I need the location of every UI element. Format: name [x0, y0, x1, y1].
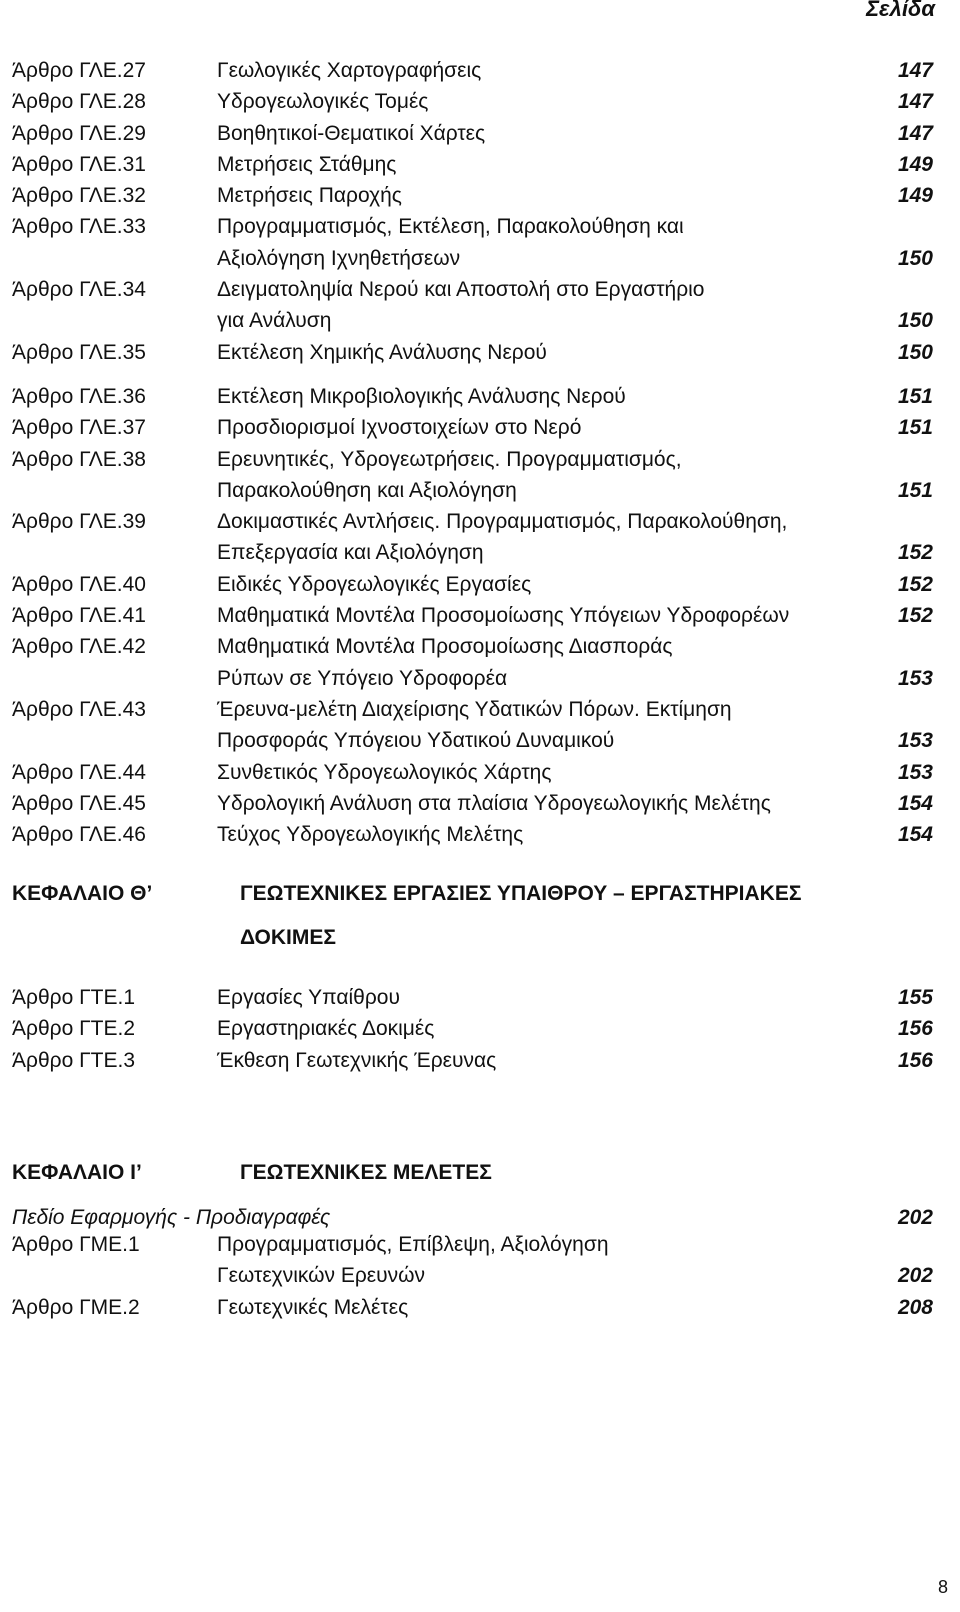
toc-row: [0, 663, 960, 694]
entry-title: Υδρογεωλογικές Τομές: [217, 90, 429, 114]
toc-group-1: [0, 55, 960, 368]
toc-row: [0, 180, 960, 211]
page-number: 8: [937, 1577, 948, 1597]
toc-row: [0, 631, 960, 662]
toc-row: [0, 412, 960, 443]
toc-row: [0, 305, 960, 336]
toc-row: [0, 118, 960, 149]
page-ref: 202: [897, 1264, 933, 1288]
entry-title: Έρευνα-μελέτη Διαχείρισης Υδατικών Πόρων. Εκτίμηση: [217, 697, 732, 721]
toc-row: [0, 757, 960, 788]
entry-title: Εκτέλεση Χημικής Ανάλυσης Νερού: [217, 340, 547, 364]
page-ref: 151: [897, 478, 933, 502]
article-label: Άρθρο ΓΛΕ.42: [12, 635, 146, 659]
toc-row: [0, 211, 960, 242]
page-ref: 156: [897, 1048, 933, 1072]
entry-title: Γεωτεχνικών Ερευνών: [217, 1264, 426, 1288]
page-ref: 149: [897, 152, 933, 176]
article-label: Άρθρο ΓΛΕ.29: [12, 121, 146, 145]
page-ref: 153: [897, 729, 933, 753]
page-column-header: Σελίδα: [866, 0, 935, 21]
toc-row: [0, 475, 960, 506]
toc-row: [0, 1292, 960, 1323]
page-ref: 154: [897, 791, 933, 815]
article-label: Άρθρο ΓΤΕ.2: [12, 1017, 136, 1041]
toc-group-2: [0, 381, 960, 850]
article-label: Άρθρο ΓΛΕ.45: [12, 791, 146, 815]
toc-row: [0, 506, 960, 537]
toc-group-4: [0, 1229, 960, 1323]
page-ref: 147: [897, 59, 933, 82]
toc-row: [0, 1013, 960, 1044]
scope-label: Πεδίο Εφαρμογής - Προδιαγραφές: [12, 1206, 331, 1229]
toc-row: [0, 819, 960, 850]
toc-row: [0, 982, 960, 1013]
toc-row: [0, 149, 960, 180]
entry-title: Προγραμματισμός, Επίβλεψη, Αξιολόγηση: [217, 1233, 609, 1256]
page-ref: 153: [897, 760, 933, 784]
toc-row: [0, 694, 960, 725]
page-ref: 147: [897, 90, 933, 114]
article-label: Άρθρο ΓΛΕ.36: [12, 385, 146, 408]
entry-title: Βοηθητικοί-Θεματικοί Χάρτες: [217, 121, 486, 145]
page-ref: 153: [897, 666, 933, 690]
toc-row: [0, 1045, 960, 1076]
toc-row: [0, 444, 960, 475]
page-ref: 150: [897, 246, 933, 270]
toc-row: [0, 243, 960, 274]
article-label: Άρθρο ΓΤΕ.3: [12, 1048, 136, 1072]
article-label: Άρθρο ΓΛΕ.33: [12, 215, 146, 239]
toc-row: [0, 1260, 960, 1291]
entry-title: Γεωτεχνικές Μελέτες: [217, 1295, 409, 1319]
entry-title: για Ανάλυση: [217, 309, 332, 333]
article-label: Άρθρο ΓΛΕ.37: [12, 416, 146, 440]
page-ref: 151: [897, 416, 933, 440]
page-ref: 202: [897, 1206, 933, 1229]
page-ref: 152: [897, 541, 933, 565]
entry-title: Δειγματοληψία Νερού και Αποστολή στο Εργαστήριο: [217, 278, 705, 302]
entry-title: Ειδικές Υδρογεωλογικές Εργασίες: [217, 572, 532, 596]
toc-row: [0, 381, 960, 412]
chapter-title-line1: ΓΕΩΤΕΧΝΙΚΕΣ ΕΡΓΑΣΙΕΣ ΥΠΑΙΘΡΟΥ – ΕΡΓΑΣΤΗΡΙΑΚΕΣ: [240, 882, 802, 905]
article-label: Άρθρο ΓΛΕ.41: [12, 604, 146, 628]
chapter-code: ΚΕΦΑΛΑΙΟ Θ’: [12, 882, 153, 905]
toc-row: [0, 1229, 960, 1260]
article-label: Άρθρο ΓΛΕ.27: [12, 59, 146, 82]
article-label: Άρθρο ΓΛΕ.32: [12, 184, 146, 208]
article-label: Άρθρο ΓΜΕ.2: [12, 1295, 140, 1319]
entry-title: Ερευνητικές, Υδρογεωτρήσεις. Προγραμματισμός,: [217, 447, 682, 471]
article-label: Άρθρο ΓΛΕ.28: [12, 90, 146, 114]
entry-title: Προσφοράς Υπόγειου Υδατικού Δυναμικού: [217, 729, 615, 753]
article-label: Άρθρο ΓΛΕ.39: [12, 510, 146, 534]
toc-row: [0, 55, 960, 86]
toc-row: [0, 569, 960, 600]
article-label: Άρθρο ΓΜΕ.1: [12, 1233, 140, 1256]
entry-title: Προσδιορισμοί Ιχνοστοιχείων στο Νερό: [217, 416, 582, 440]
toc-row: [0, 337, 960, 368]
entry-title: Εκτέλεση Μικροβιολογικής Ανάλυσης Νερού: [217, 385, 626, 408]
entry-title: Δοκιμαστικές Αντλήσεις. Προγραμματισμός, Παρακολούθηση,: [217, 510, 788, 534]
entry-title: Συνθετικός Υδρογεωλογικός Χάρτης: [217, 760, 552, 784]
toc-row: [0, 537, 960, 568]
page-ref: 152: [897, 572, 933, 596]
entry-title: Εργαστηριακές Δοκιμές: [217, 1017, 435, 1041]
article-label: Άρθρο ΓΛΕ.38: [12, 447, 146, 471]
toc-row: [0, 600, 960, 631]
article-label: Άρθρο ΓΛΕ.34: [12, 278, 146, 302]
entry-title: Μετρήσεις Στάθμης: [217, 152, 397, 176]
page-ref: 150: [897, 309, 933, 333]
toc-row: [0, 725, 960, 756]
page-ref: 155: [897, 986, 933, 1009]
chapter-title-line1: ΓΕΩΤΕΧΝΙΚΕΣ ΜΕΛΕΤΕΣ: [240, 1161, 492, 1184]
entry-title: Εργασίες Υπαίθρου: [217, 986, 400, 1009]
entry-title: Μαθηματικά Μοντέλα Προσομοίωσης Διασποράς: [217, 635, 673, 659]
toc-row: [0, 86, 960, 117]
page-ref: 151: [897, 385, 933, 408]
entry-title: Έκθεση Γεωτεχνικής Έρευνας: [217, 1048, 497, 1072]
entry-title: Μαθηματικά Μοντέλα Προσομοίωσης Υπόγειων Υδροφορέων: [217, 604, 790, 628]
toc-row: [0, 788, 960, 819]
page-ref: 150: [897, 340, 933, 364]
entry-title: Γεωλογικές Χαρτογραφήσεις: [217, 59, 482, 82]
entry-title: Τεύχος Υδρογεωλογικής Μελέτης: [217, 823, 524, 847]
article-label: Άρθρο ΓΛΕ.40: [12, 572, 146, 596]
page-ref: 149: [897, 184, 933, 208]
page-ref: 154: [897, 823, 933, 847]
article-label: Άρθρο ΓΤΕ.1: [12, 986, 136, 1009]
article-label: Άρθρο ΓΛΕ.46: [12, 823, 146, 847]
entry-title: Υδρολογική Ανάλυση στα πλαίσια Υδρογεωλογικής Μελέτης: [217, 791, 771, 815]
toc-group-3: [0, 982, 960, 1076]
page-ref: 156: [897, 1017, 933, 1041]
entry-title: Ρύπων σε Υπόγειο Υδροφορέα: [217, 666, 508, 690]
chapter-code: ΚΕΦΑΛΑΙΟ Ι’: [12, 1161, 142, 1184]
entry-title: Επεξεργασία και Αξιολόγηση: [217, 541, 484, 565]
chapter-title-line2: ΔΟΚΙΜΕΣ: [240, 926, 336, 949]
page-ref: 152: [897, 604, 933, 628]
entry-title: Προγραμματισμός, Εκτέλεση, Παρακολούθηση και: [217, 215, 684, 239]
article-label: Άρθρο ΓΛΕ.43: [12, 697, 146, 721]
page-ref: 208: [897, 1295, 933, 1319]
page-ref: 147: [897, 121, 933, 145]
article-label: Άρθρο ΓΛΕ.35: [12, 340, 146, 364]
article-label: Άρθρο ΓΛΕ.31: [12, 152, 146, 176]
entry-title: Αξιολόγηση Ιχνηθετήσεων: [217, 246, 461, 270]
toc-row: [0, 274, 960, 305]
article-label: Άρθρο ΓΛΕ.44: [12, 760, 146, 784]
entry-title: Μετρήσεις Παροχής: [217, 184, 402, 208]
entry-title: Παρακολούθηση και Αξιολόγηση: [217, 478, 517, 502]
